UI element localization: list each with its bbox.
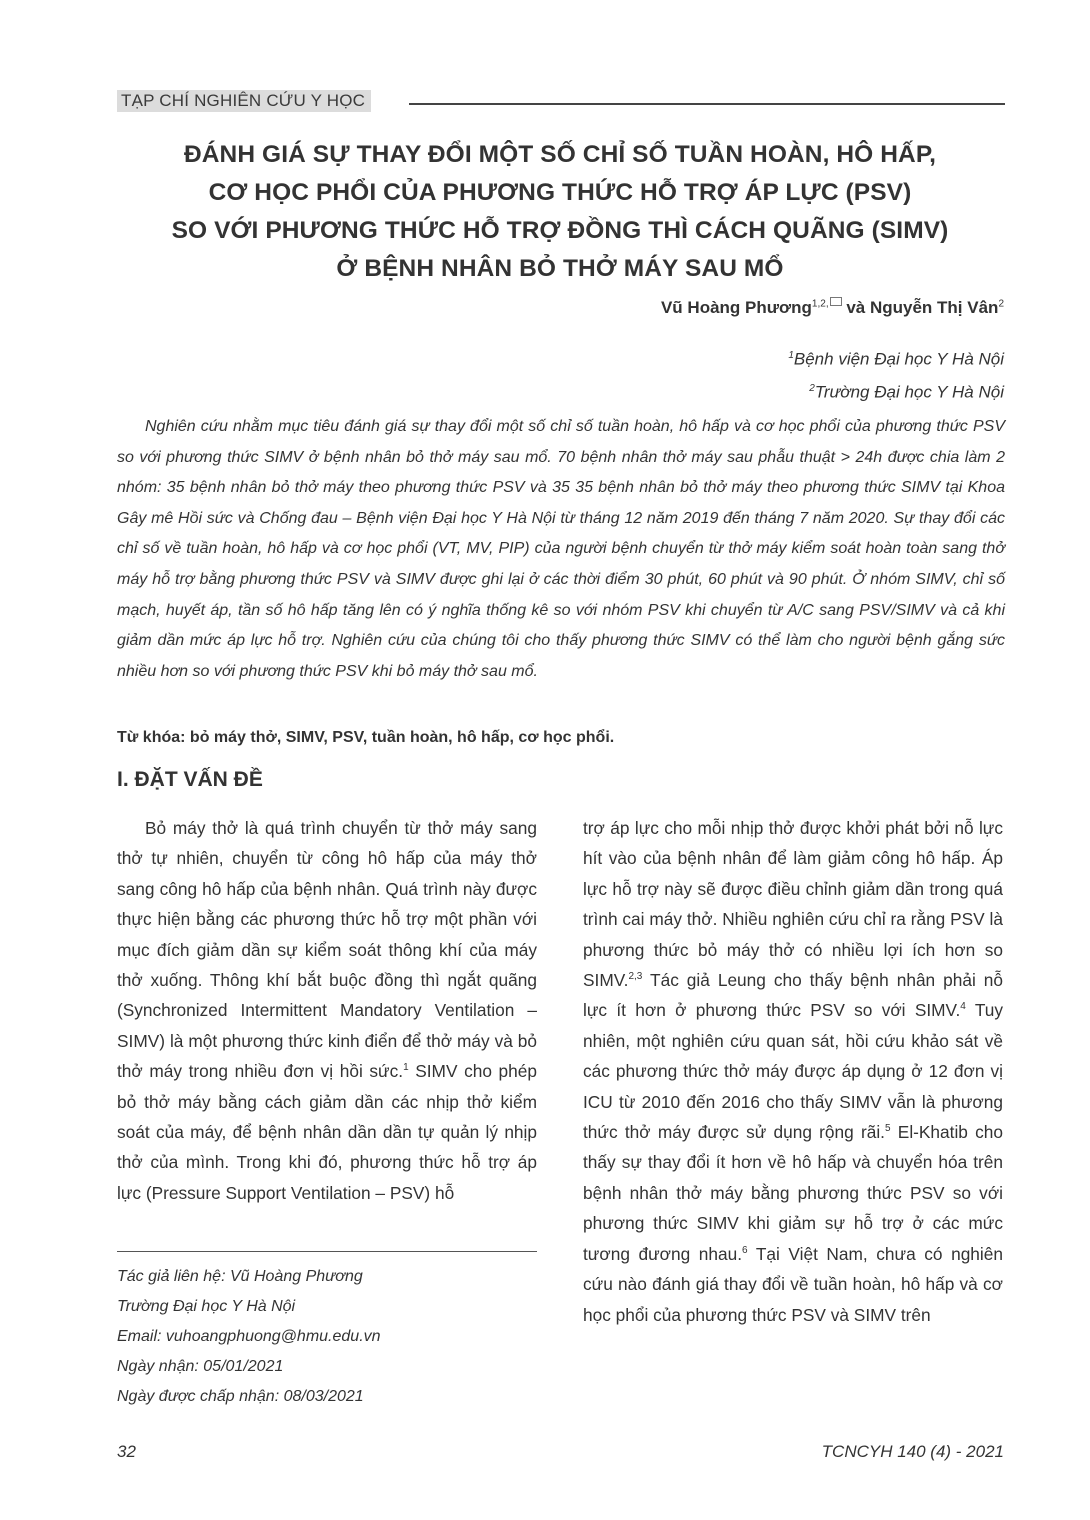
body-text: Tại Việt Nam, chưa có nghiên cứu nào đánh giá thay đổi về tuần hoàn, hô hấp và cơ học phổi của phương thức PSV và SIMV trên [583, 1243, 1003, 1325]
affiliations [788, 341, 1004, 406]
body-text: Tác giả Leung cho thấy bệnh nhân phải nỗ lực ít hơn ở phương thức PSV so với SIMV. [583, 970, 1003, 1021]
body-text: trợ áp lực cho mỗi nhịp thở được khởi phát bởi nỗ lực hít vào của bệnh nhân để làm giảm công hô hấp. Áp lực hỗ trợ này sẽ được điều chỉnh giảm dần trong quá trình cai máy thở. Nhiều nghiên cứu chỉ ra rằng PSV là phương thức bỏ máy thở có nhiều lợi ích hơn so SIMV. [583, 818, 1003, 991]
author-name: Nguyễn Thị Vân [869, 298, 999, 317]
title-line: Ở BỆNH NHÂN BỎ THỞ MÁY SAU MỔ [336, 255, 784, 282]
section-title: I. ĐẶT VẤN ĐỀ [117, 768, 263, 791]
body-text: SIMV cho phép bỏ thở máy bằng cách giảm dần các nhịp thở kiểm soát của máy, để bệnh nhân dần dần tự quản lý nhịp thở của mình. Trong khi đó, phương thức hỗ trợ áp lực (Pressure Support Ventilation – PSV) hỗ [117, 1061, 537, 1203]
author-conjunction: và [841, 298, 870, 317]
affiliation-item [788, 374, 1004, 407]
page-number: 32 [117, 1442, 136, 1461]
footnote-institution: Trường Đại học Y Hà Nội [117, 1298, 296, 1315]
title-line: ĐÁNH GIÁ SỰ THAY ĐỔI MỘT SỐ CHỈ SỐ TUẦN HOÀN, HÔ HẤP, [183, 141, 937, 168]
author-affil-sup: 1,2, [811, 298, 829, 310]
right-column-text [583, 813, 1003, 1330]
article-title [100, 136, 1020, 288]
body-text: El-Khatib cho thấy sự thay đổi ít hơn về hô hấp và chuyển hóa trên bệnh nhân thở máy bằng phương thức PSV so với phương thức SIMV khi giảm sự hỗ trợ ở các mức tương đương nhau. [583, 1122, 1003, 1264]
affiliation-name: Trường Đại học Y Hà Nội [814, 382, 1004, 402]
citation-ref: 6 [742, 1244, 748, 1256]
title-line: SO VỚI PHƯƠNG THỨC HỖ TRỢ ĐỒNG THÌ CÁCH QUÃNG (SIMV) [171, 217, 949, 244]
affiliation-item [788, 341, 1004, 374]
keywords: Từ khóa: bỏ máy thở, SIMV, PSV, tuần hoàn, hô hấp, cơ học phổi. [117, 729, 615, 746]
citation-ref: 1 [403, 1062, 409, 1074]
body-text: Bỏ máy thở là quá trình chuyển từ thở máy sang thở tự nhiên, chuyển từ công hô hấp của máy thở sang công hô hấp của bệnh nhân. Quá trình này được thực hiện bằng các phương thức hỗ trợ một phần với mục đích giảm dần sự kiểm soát thông khí của máy thở xuống. Thông khí bắt buộc đồng thì ngắt quãng (Synchronized Intermittent Mandatory Ventilation – SIMV) là một phương thức kinh điển để thở máy và bỏ thở máy trong nhiều đơn vị hồi sức. [117, 818, 537, 1082]
envelope-icon [830, 297, 842, 306]
title-line: CƠ HỌC PHỔI CỦA PHƯƠNG THỨC HỖ TRỢ ÁP LỰC (PSV) [208, 179, 912, 206]
footnote-rule [117, 1251, 537, 1252]
footnote-accepted: Ngày được chấp nhận: 08/03/2021 [117, 1388, 364, 1405]
author-line [661, 298, 1004, 318]
citation-ref: 4 [960, 1001, 966, 1013]
affiliation-num: 2 [809, 382, 815, 394]
footnote-email: Email: vuhoangphuong@hmu.edu.vn [117, 1328, 381, 1345]
body-text: Tuy nhiên, một nghiên cứu quan sát, hồi cứu khảo sát về các phương thức thở máy được áp dụng ở 12 đơn vị ICU từ 2010 đến 2016 cho thấy SIMV vẫn là phương thức thở máy được sử dụng rộng rãi. [583, 1000, 1003, 1143]
journal-footer: TCNCYH 140 (4) - 2021 [821, 1442, 1004, 1461]
header-rule [409, 103, 1005, 105]
journal-header [117, 90, 1005, 112]
journal-name: TẠP CHÍ NGHIÊN CỨU Y HỌC [117, 90, 371, 112]
abstract: Nghiên cứu nhằm mục tiêu đánh giá sự thay đổi một số chỉ số tuần hoàn, hô hấp và cơ học phổi của phương thức PSV so với phương thức SIMV ở bệnh nhân bỏ thở máy sau mổ. 70 bệnh nhân thở máy sau phẫu thuật > 24h được chia làm 2 nhóm: 35 bệnh nhân bỏ thở máy theo phương thức PSV và 35 35 bệnh nhân bỏ thở máy theo phương thức SIMV tại Khoa Gây mê Hồi sức và Chống đau – Bệnh viện Đại học Y Hà Nội từ tháng 12 năm 2019 đến tháng 7 năm 2020. Sự thay đổi các chỉ số về tuần hoàn, hô hấp và cơ học phổi (VT, MV, PIP) của người bệnh chuyển từ thở máy kiểm soát hoàn toàn sang thở máy hỗ trợ bằng phương thức PSV và SIMV được ghi lại ở các thời điểm 30 phút, 60 phút và 90 phút. Ở nhóm SIMV, chỉ số mạch, huyết áp, tần số hô hấp tăng lên có ý nghĩa thống kê so với nhóm PSV khi chuyển từ A/C sang PSV/SIMV và cả khi giảm dần mức áp lực hỗ trợ. Nghiên cứu của chúng tôi cho thấy phương thức SIMV có thể làm cho người bệnh gắng sức nhiều hơn so với phương thức PSV khi bỏ máy thở sau mổ. [117, 418, 1005, 680]
footnote [117, 1262, 381, 1412]
citation-ref: 5 [885, 1123, 891, 1135]
citation-ref: 2,3 [628, 971, 643, 983]
left-column-text [117, 813, 537, 1208]
footnote-received: Ngày nhận: 05/01/2021 [117, 1358, 284, 1375]
footnote-contact: Tác giả liên hệ: Vũ Hoàng Phương [117, 1268, 363, 1285]
author-name: Vũ Hoàng Phương [660, 298, 812, 317]
author-affil-sup: 2 [998, 298, 1004, 310]
affiliation-name: Bệnh viện Đại học Y Hà Nội [793, 349, 1004, 369]
affiliation-num: 1 [788, 350, 794, 361]
